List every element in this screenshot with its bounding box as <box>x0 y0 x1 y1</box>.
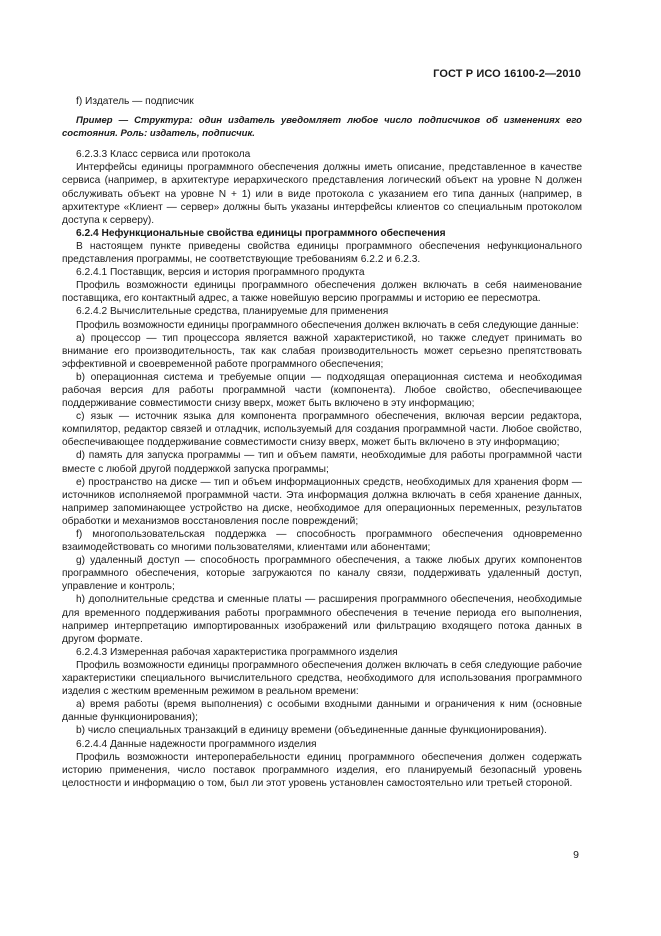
list-item: a) процессор — тип процессора является важной характеристикой, но также следует принимать во внимание его производительность, так как слабая производительность может серьезно препятствовать эффективной и своевременной работе программного обеспечения; <box>62 332 582 370</box>
example-note: Пример — Структура: один издатель уведомляет любое число подписчиков об изменениях его состояния. Роль: издатель, подписчик. <box>62 115 582 139</box>
body-paragraph: В настоящем пункте приведены свойства единицы программного обеспечения нефункционального представления программы, не соответствующие требованиям 6.2.2 и 6.2.3. <box>62 240 582 266</box>
list-item: f) многопользовательская поддержка — способность программного обеспечения одновременно взаимодействовать со многими пользователями, клиентами или абонентами; <box>62 529 582 554</box>
list-item: g) удаленный доступ — способность программного обеспечения, а также любых других компонентов программного обеспечения, которые загружаются по каналу связи, поддерживать удаленный доступ, управление и контроль; <box>62 555 582 593</box>
body-paragraph: Интерфейсы единицы программного обеспечения должны иметь описание, представленное в качестве сервиса (например, в архитектуре иерархического представления логический объект на уровне N должен обслуживать объект на уровне N + 1) или в виде протокола с указанием его типа данных (например, в архитектуре «Клиент — сервер» должны быть указаны интерфейсы клиентов со специальным протоколом доступа к серверу). <box>62 162 582 226</box>
subsection-heading: 6.2.4.3 Измеренная рабочая характеристика программного изделия <box>76 646 398 658</box>
section-heading: 6.2.4 Нефункциональные свойства единицы программного обеспечения <box>76 227 446 239</box>
body-paragraph: Профиль возможности интероперабельности единиц программного обеспечения должен содержать историю применения, число поставок программного изделия, его планируемый безопасный уровень целостности и информацию о том, был ли этот уровень установлен самостоятельно или третьей стороной. <box>62 751 582 789</box>
list-item: f) Издатель — подписчик <box>76 96 194 107</box>
body-paragraph: Профиль возможности единицы программного обеспечения должен включать в себя следующие данные: <box>76 319 579 331</box>
subsection-heading: 6.2.4.2 Вычислительные средства, планируемые для применения <box>76 306 389 318</box>
body-paragraph: Профиль возможности единицы программного обеспечения должен включать в себя наименование поставщика, его контактный адрес, а также новейшую версию программы и историю ее пересмотра. <box>62 280 582 305</box>
list-item: c) язык — источник языка для компонента программного обеспечения, включая версии редактора, компилятор, редактор связей и отладчик, используемый для создания программной части. Любое свойство, обеспечивающее поддерживание совместимости снизу вверх, может быть включено в эту информацию; <box>62 411 582 449</box>
subsection-heading: 6.2.4.4 Данные надежности программного изделия <box>76 738 317 750</box>
list-item: d) память для запуска программы — тип и объем памяти, необходимые для работы программной части вместе с любой другой поддержкой запуска программы; <box>62 450 582 475</box>
list-item: b) операционная система и требуемые опции — подходящая операционная система и необходимая рабочая версия для работы программной части (компонента). Любое свойство, обеспечивающее поддерживание совместимости снизу вверх, может быть включено в эту информацию; <box>62 371 582 410</box>
document-code-header: ГОСТ Р ИСО 16100-2—2010 <box>433 68 581 80</box>
page-body <box>62 95 582 790</box>
list-item: e) пространство на диске — тип и объем информационных средств, необходимых для хранения форм — источников исполняемой программной части. Эта информация должна включать в себя хранение данных, например запоминающее устройство на диске, необходимое для операционных переменных, результатов обработки и механизмов восстановления после повреждений; <box>62 476 582 527</box>
list-item: b) число специальных транзакций в единицу времени (объединенные данные функционирования). <box>76 725 547 737</box>
page-number: 9 <box>573 849 579 861</box>
body-paragraph: Профиль возможности единицы программного обеспечения должен включать в себя следующие рабочие характеристики специального вычислительного средства, необходимого для использования программного изделия с жестким временным режимом в реальном времени: <box>62 659 582 698</box>
subsection-heading: 6.2.3.3 Класс сервиса или протокола <box>76 149 251 161</box>
list-item: a) время работы (время выполнения) с особыми входными данными и ограничения к ним (основные данные функционирования); <box>62 699 582 724</box>
subsection-heading: 6.2.4.1 Поставщик, версия и история программного продукта <box>76 267 365 279</box>
list-item: h) дополнительные средства и сменные платы — расширения программного обеспечения, необходимые для временного поддерживания работы программного обеспечения в течение периода его выполнения, например интерпретацию импортированных изображений или фильтрацию входящего потока данных в другом формате. <box>62 594 582 645</box>
